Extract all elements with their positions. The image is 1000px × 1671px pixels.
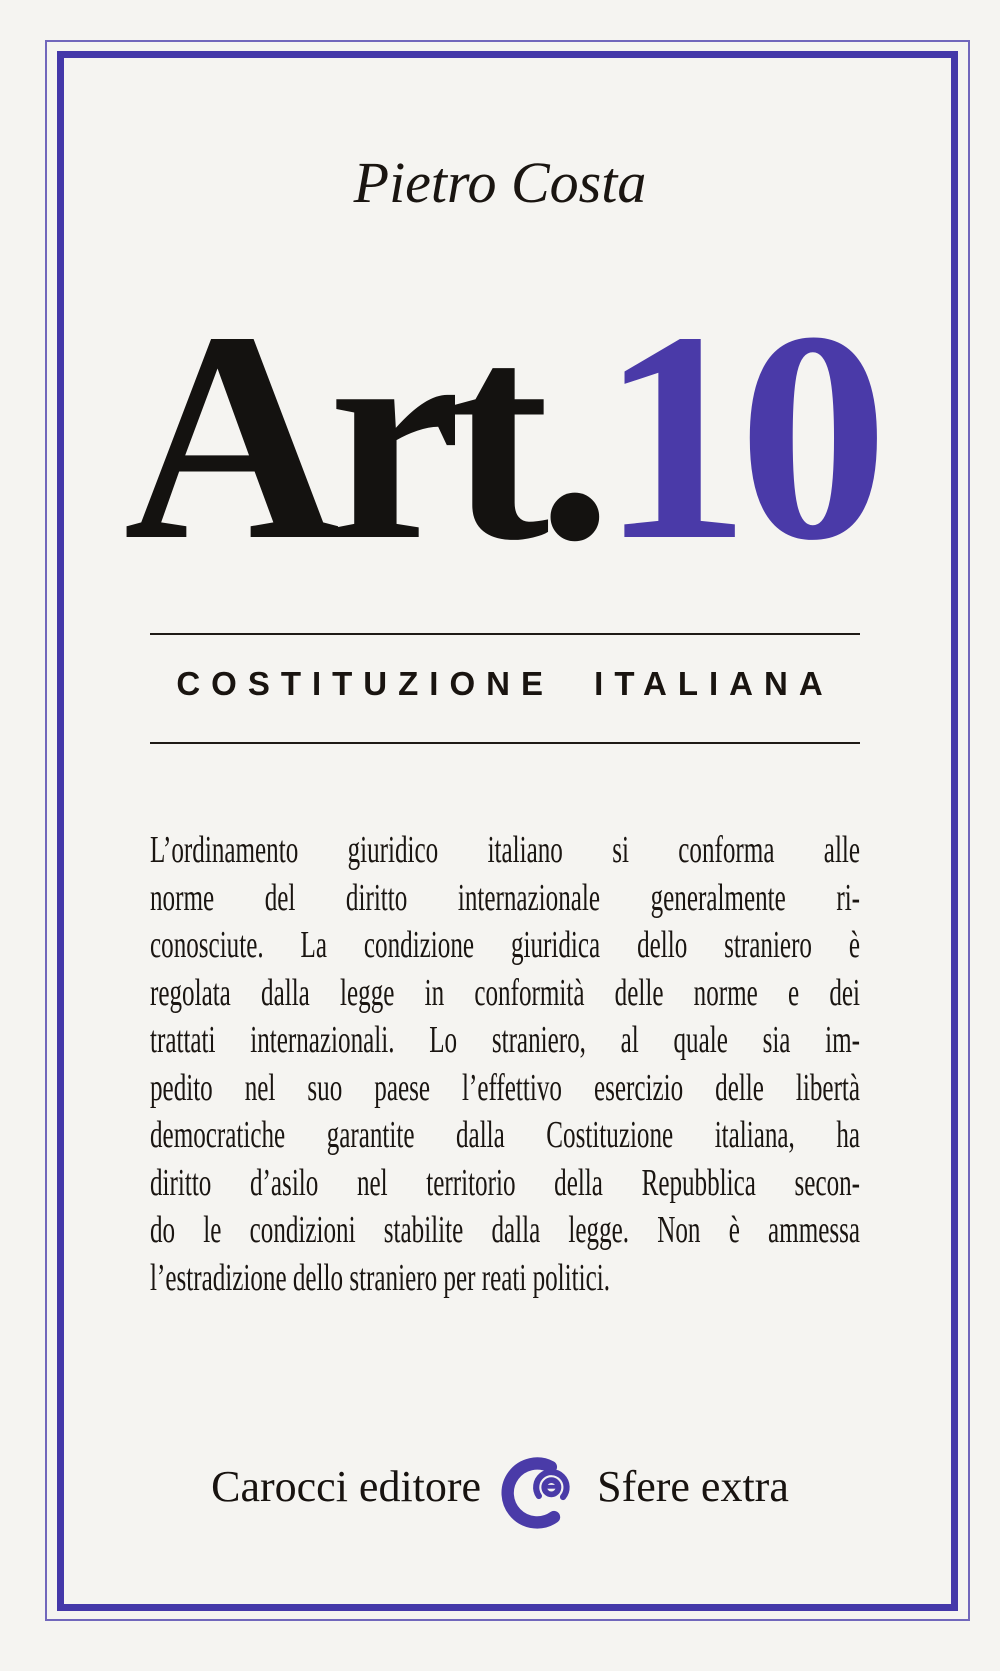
footer [0, 1436, 1000, 1536]
article-line: diritto d’asilo nel territorio della Repubblica secon- [150, 1161, 861, 1204]
collection-name: Sfere extra [597, 1461, 789, 1511]
article-line: democratiche garantite dalla Costituzione italiana, ha [150, 1114, 861, 1156]
article-line: norme del diritto internazionale generalmente ri- [150, 876, 861, 919]
carocci-at-monogram-icon [501, 1449, 577, 1535]
article-line: pedito nel suo paese l’effettivo esercizio delle libertà [150, 1066, 861, 1109]
article-line: l’estradizione dello straniero per reati politici. [150, 1256, 610, 1299]
cover-title [0, 270, 1000, 602]
article-text [150, 827, 860, 1302]
divider-rule-bottom [150, 742, 860, 744]
series-header: COSTITUZIONE ITALIANA [176, 665, 834, 702]
article-line: conosciute. La condizione giuridica dello straniero è [150, 924, 861, 966]
author-name: Pietro Costa [353, 150, 647, 215]
publisher-name: Carocci editore [211, 1461, 482, 1511]
article-line: do le condizioni stabilite dalla legge. Non è ammessa [150, 1209, 861, 1251]
cover-title-prefix: Art. [123, 270, 601, 602]
article-line: trattati internazionali. Lo straniero, al quale sia im- [150, 1019, 861, 1061]
divider-rule-top [150, 633, 860, 635]
cover-title-number: 10 [600, 270, 877, 602]
article-line: regolata dalla legge in conformità delle norme e dei [150, 971, 861, 1014]
article-line: L’ordinamento giuridico italiano si conforma alle [150, 829, 861, 871]
